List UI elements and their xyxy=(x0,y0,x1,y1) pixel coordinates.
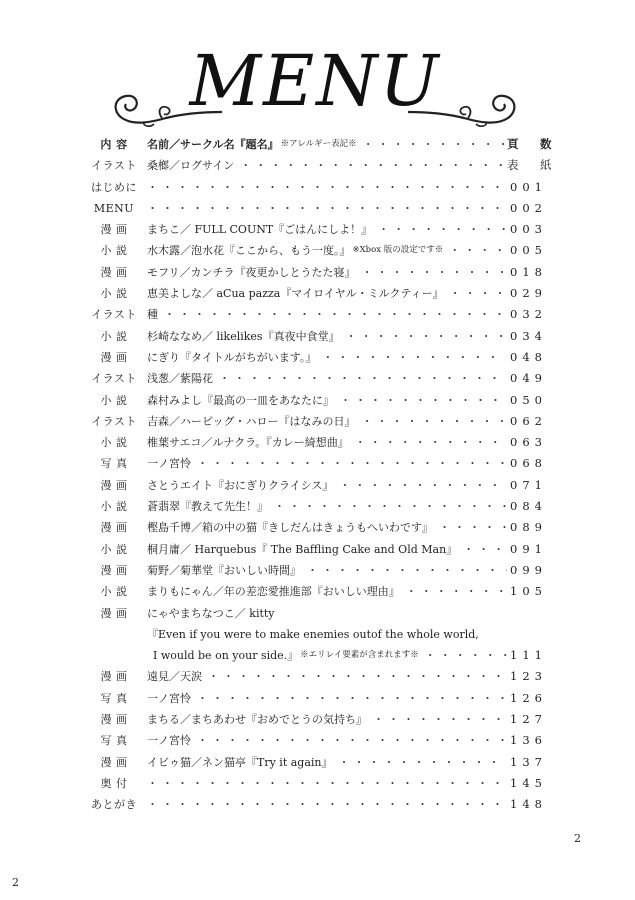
entry-line xyxy=(147,432,507,453)
dot-leader xyxy=(197,453,507,474)
dot-leader xyxy=(322,347,507,368)
dot-leader xyxy=(362,262,507,283)
entry-line xyxy=(147,411,507,432)
entry-category: 漫 画 xyxy=(100,713,128,727)
entry-category: イラスト xyxy=(91,159,137,173)
name-header: 名前／サークル名『題名』 xyxy=(147,138,279,151)
entry-page: 034 xyxy=(510,328,547,343)
entry-page: 126 xyxy=(510,690,547,705)
entry-line xyxy=(147,539,507,560)
entry-text: まりもにゃん／年の差恋愛推進部『おいしい理由』 xyxy=(147,585,400,599)
entry-text: 杉崎ななめ／ likelikes『真夜中食堂』 xyxy=(147,329,340,343)
list-item-continuation xyxy=(87,624,547,645)
list-item xyxy=(87,347,547,368)
entry-page: 145 xyxy=(510,775,547,790)
entry-text: 恵美よしな／ aCua pazza『マイロイヤル・ミルクティー』 xyxy=(147,287,444,301)
entry-category: 漫 画 xyxy=(100,755,128,769)
entry-category: 写 真 xyxy=(100,734,128,748)
list-item xyxy=(87,283,547,304)
entry-line xyxy=(147,773,507,794)
entry-text: 蒼翡翠『教えて先生！』 xyxy=(147,500,268,514)
entry-page: 089 xyxy=(510,520,547,535)
dot-leader xyxy=(373,709,507,730)
entry-line xyxy=(147,752,507,773)
list-item xyxy=(87,603,547,624)
entry-category: 小 説 xyxy=(100,542,128,556)
entry-category: 小 説 xyxy=(100,287,128,301)
entry-category: 写 真 xyxy=(100,691,128,705)
entry-text: I would be on your side.』 xyxy=(153,649,299,663)
entry-page: 表 紙 xyxy=(507,158,557,173)
entry-page: 071 xyxy=(510,477,547,492)
allergy-note: ※Xbox 版の設定です※ xyxy=(352,245,444,256)
entry-text: 吉森／ハーピッグ・ハロー『はなみの日』 xyxy=(147,414,356,428)
entry-category: 小 説 xyxy=(100,393,128,407)
entry-text: まちこ／ FULL COUNT『ごはんにしよ！』 xyxy=(147,223,373,237)
entry-text: 一ノ宮怜 xyxy=(147,734,191,748)
right-flourish-icon xyxy=(406,82,526,128)
entry-page: 111 xyxy=(510,648,547,663)
list-item xyxy=(87,517,547,538)
entry-line xyxy=(147,581,507,602)
entry-line xyxy=(147,304,507,325)
entry-category: 漫 画 xyxy=(100,521,128,535)
page-header: 頁 数 xyxy=(507,137,557,151)
entry-page: 049 xyxy=(510,371,547,386)
entry-category: 漫 画 xyxy=(100,670,128,684)
dot-leader xyxy=(378,219,507,240)
entry-page: 105 xyxy=(510,584,547,599)
list-item xyxy=(87,581,547,602)
list-item xyxy=(87,219,547,240)
entry-page: 068 xyxy=(510,456,547,471)
entry-line xyxy=(147,560,507,581)
entry-text: 一ノ宮怜 xyxy=(147,691,191,705)
entry-text: 椎葉サエコ／ルナクラ。『カレー綺想曲』 xyxy=(147,436,349,450)
entry-page: 001 xyxy=(510,179,547,194)
entry-page: 050 xyxy=(510,392,547,407)
list-item xyxy=(87,752,547,773)
content-note: ※エリレイ要素が含まれます※ xyxy=(300,650,419,661)
dot-leader xyxy=(147,198,507,219)
entry-text: 森村みよし『最高の一皿をあなたに』 xyxy=(147,393,334,407)
dot-leader xyxy=(346,326,507,347)
entry-line xyxy=(147,390,507,411)
entry-category: 漫 画 xyxy=(100,265,128,279)
list-item xyxy=(87,730,547,751)
entry-line xyxy=(147,262,507,283)
entry-page: 063 xyxy=(510,435,547,450)
dot-leader xyxy=(450,283,507,304)
dot-leader xyxy=(339,752,507,773)
entry-text: 浅葱／紫陽花 xyxy=(147,372,213,386)
entry-text: 水木露／泡水花『ここから、もう一度。』 xyxy=(147,244,351,258)
entry-category: あとがき xyxy=(91,798,137,812)
entry-line xyxy=(147,517,507,538)
entry-page: 018 xyxy=(510,264,547,279)
list-item xyxy=(87,453,547,474)
entry-text: にゃやまちなつこ／ kitty xyxy=(147,606,275,620)
entry-category: 漫 画 xyxy=(100,223,128,237)
entry-page: 062 xyxy=(510,413,547,428)
entry-page: 003 xyxy=(510,222,547,237)
entry-line xyxy=(147,603,507,624)
entry-page: 029 xyxy=(510,286,547,301)
entry-page: 137 xyxy=(510,754,547,769)
entry-category: 漫 画 xyxy=(100,606,128,620)
dot-leader xyxy=(355,432,507,453)
entry-line xyxy=(153,645,507,666)
dot-leader xyxy=(439,517,507,538)
list-item xyxy=(87,432,547,453)
entry-text: 菊野／菊華堂『おいしい時間』 xyxy=(147,563,301,577)
entry-category: 小 説 xyxy=(100,436,128,450)
entry-page: 136 xyxy=(510,733,547,748)
entry-line xyxy=(147,730,507,751)
entry-category: イラスト xyxy=(91,414,137,428)
entry-line xyxy=(147,347,507,368)
entry-line xyxy=(147,496,507,517)
entry-category: イラスト xyxy=(91,372,137,386)
dot-leader xyxy=(208,666,507,687)
list-item xyxy=(87,560,547,581)
entry-category: 奥 付 xyxy=(100,776,128,790)
entry-line xyxy=(147,240,507,261)
dot-leader xyxy=(219,368,507,389)
entry-line xyxy=(147,666,507,687)
entry-category: 小 説 xyxy=(100,500,128,514)
entry-line xyxy=(147,219,507,240)
entry-category: 写 真 xyxy=(100,457,128,471)
list-item xyxy=(87,411,547,432)
entry-page: 032 xyxy=(510,307,547,322)
dot-leader xyxy=(307,560,507,581)
category-header: 内 容 xyxy=(100,138,128,151)
page-number-left: 2 xyxy=(12,876,19,889)
dot-leader xyxy=(240,155,507,176)
entry-line xyxy=(147,155,507,176)
entry-category: 小 説 xyxy=(100,585,128,599)
entry-page: 005 xyxy=(510,243,547,258)
list-item xyxy=(87,709,547,730)
entry-page: 091 xyxy=(510,541,547,556)
toc-header-row xyxy=(87,134,557,155)
entry-line xyxy=(147,198,507,219)
entry-category: 漫 画 xyxy=(100,563,128,577)
entry-category: 漫 画 xyxy=(100,478,128,492)
list-item xyxy=(87,794,547,815)
list-item xyxy=(87,262,547,283)
entry-text: 桐月庸／ Harquebus『 The Baffling Cake and Old Man』 xyxy=(147,542,458,556)
entry-line xyxy=(147,794,507,815)
entry-line xyxy=(147,368,507,389)
entry-category: 小 説 xyxy=(100,329,128,343)
dot-leader xyxy=(147,773,507,794)
list-item xyxy=(87,177,547,198)
list-item xyxy=(87,688,547,709)
entry-text: イビゥ猫／ネン猫亭『Try it again』 xyxy=(147,755,333,769)
entry-line xyxy=(147,709,507,730)
entry-line xyxy=(147,475,507,496)
dot-leader xyxy=(147,794,507,815)
entry-text: 種 xyxy=(147,308,158,322)
list-item xyxy=(87,304,547,325)
entry-text: モフリ／カンチラ『夜更かしとうたた寝』 xyxy=(147,265,356,279)
note-header: ※アレルギー表記※ xyxy=(280,139,357,149)
dot-leader xyxy=(362,411,507,432)
entry-line xyxy=(147,326,507,347)
dot-leader xyxy=(463,539,507,560)
dot-leader xyxy=(449,240,507,261)
dot-leader xyxy=(197,730,507,751)
entry-text: にぎり『タイトルがちがいます。』 xyxy=(147,350,317,364)
dot-leader xyxy=(274,496,507,517)
dot-leader xyxy=(406,581,507,602)
entry-page: 127 xyxy=(510,712,547,727)
entry-text: まちる／まちあわせ『おめでとうの気持ち』 xyxy=(147,713,367,727)
entry-text: さとうエイト『おにぎりクライシス』 xyxy=(147,478,334,492)
entry-page: 148 xyxy=(510,797,547,812)
entry-text: 遠見／天涙 xyxy=(147,670,202,684)
entry-text: 桑榔／ログサイン xyxy=(147,159,235,173)
entry-line xyxy=(147,453,507,474)
entry-page: 002 xyxy=(510,200,547,215)
list-item xyxy=(87,390,547,411)
entry-text: 『Even if you were to make enemies outof the whole world, xyxy=(147,627,479,641)
entry-page: 099 xyxy=(510,562,547,577)
entry-page: 084 xyxy=(510,499,547,514)
entry-page: 123 xyxy=(510,669,547,684)
dot-leader xyxy=(147,177,507,198)
table-of-contents xyxy=(87,134,557,816)
entry-line xyxy=(147,624,507,645)
list-item-continuation xyxy=(87,645,547,666)
entry-category: イラスト xyxy=(91,308,137,322)
list-item xyxy=(87,155,557,176)
entry-category: はじめに xyxy=(91,180,137,194)
dot-leader xyxy=(425,645,507,666)
entry-line xyxy=(147,177,507,198)
entry-line xyxy=(147,688,507,709)
page-number-right: 2 xyxy=(574,832,581,845)
entry-category: 小 説 xyxy=(100,244,128,258)
list-item xyxy=(87,539,547,560)
dot-leader xyxy=(339,475,507,496)
list-item xyxy=(87,240,547,261)
menu-title-block xyxy=(100,38,530,128)
header-entry xyxy=(147,134,507,155)
list-item xyxy=(87,773,547,794)
entry-text: 一ノ宮怜 xyxy=(147,457,191,471)
entry-category: 漫 画 xyxy=(100,350,128,364)
list-item xyxy=(87,368,547,389)
dot-leader xyxy=(363,134,507,155)
dot-leader xyxy=(164,304,507,325)
list-item xyxy=(87,326,547,347)
entry-text: 樫島千博／箱の中の猫『きしだんはきょうもへいわです』 xyxy=(147,521,433,535)
list-item xyxy=(87,496,547,517)
list-item xyxy=(87,475,547,496)
dot-leader xyxy=(197,688,507,709)
list-item xyxy=(87,198,547,219)
entry-category: MENU xyxy=(93,201,135,215)
entry-page: 048 xyxy=(510,349,547,364)
entry-line xyxy=(147,283,507,304)
page-title: MENU xyxy=(189,40,441,122)
dot-leader xyxy=(340,390,507,411)
list-item xyxy=(87,666,547,687)
